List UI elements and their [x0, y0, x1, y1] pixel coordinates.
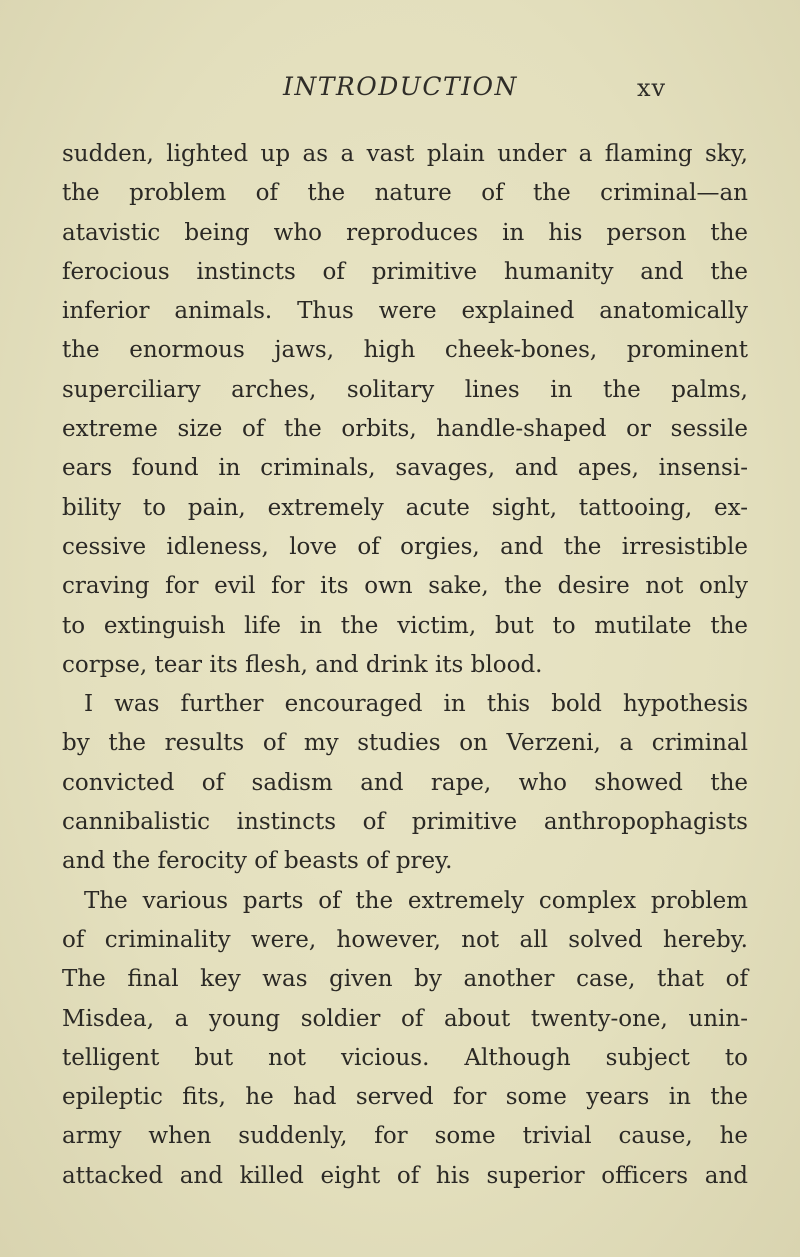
running-head — [0, 72, 800, 112]
text-line: The final key was given by another case, that of — [62, 966, 748, 993]
text-line: sudden, lighted up as a vast plain under a flaming sky, — [62, 141, 748, 167]
text-line: The various parts of the extremely complex problem — [84, 887, 748, 914]
text-line: atavistic being who reproduces in his person the — [62, 219, 748, 246]
text-line: bility to pain, extremely acute sight, tattooing, ex- — [62, 494, 748, 521]
text-line: army when suddenly, for some trivial cause, he — [62, 1123, 748, 1150]
text-line: cessive idleness, love of orgies, and the irresistible — [62, 533, 748, 560]
text-line: telligent but not vicious. Although subject to — [62, 1044, 748, 1071]
text-line: cannibalistic instincts of primitive anthropophagists — [62, 809, 748, 836]
text-line: to extinguish life in the victim, but to mutilate the — [62, 612, 748, 639]
page-number: xv — [637, 74, 667, 102]
text-line: inferior animals. Thus were explained anatomically — [62, 298, 748, 325]
text-line: attacked and killed eight of his superior officers and — [62, 1162, 748, 1189]
text-line: ferocious instincts of primitive humanity and the — [62, 258, 748, 285]
text-line: extreme size of the orbits, handle-shaped or sessile — [62, 416, 748, 443]
text-line: I was further encouraged in this bold hypothesis — [84, 691, 748, 718]
text-line: and the ferocity of beasts of prey. — [62, 848, 453, 875]
body-text — [62, 135, 748, 1196]
text-line: Misdea, a young soldier of about twenty-one, unin- — [62, 1005, 748, 1032]
text-line: of criminality were, however, not all solved hereby. — [62, 926, 748, 953]
text-line: convicted of sadism and rape, who showed the — [62, 769, 748, 796]
text-line: the enormous jaws, high cheek-bones, prominent — [62, 337, 748, 364]
text-line: epileptic fits, he had served for some years in the — [62, 1084, 748, 1111]
chapter-title: INTRODUCTION — [283, 72, 518, 101]
text-line: corpse, tear its flesh, and drink its blood. — [62, 651, 543, 678]
text-line: superciliary arches, solitary lines in the palms, — [62, 376, 748, 403]
text-line: craving for evil for its own sake, the desire not only — [62, 573, 748, 600]
text-line: by the results of my studies on Verzeni, a criminal — [62, 730, 748, 757]
text-line: the problem of the nature of the criminal—an — [62, 180, 748, 207]
text-line: ears found in criminals, savages, and apes, insensi- — [62, 455, 748, 482]
